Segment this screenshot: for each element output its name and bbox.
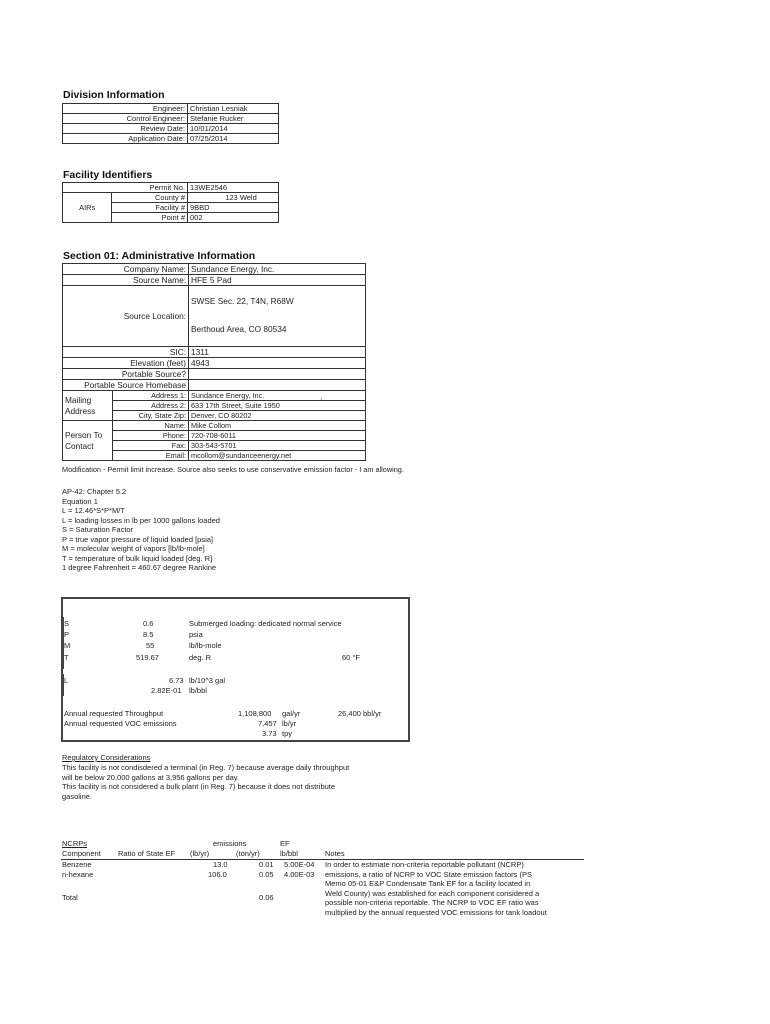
county-label: County # xyxy=(112,193,188,203)
sic-label: SIC: xyxy=(63,347,189,358)
elevation-label: Elevation (feet) xyxy=(63,358,189,369)
facility-number-label: Facility # xyxy=(112,203,188,213)
mark-glyph: ¸ xyxy=(320,391,323,400)
portable-homebase-label: Portable Source Homebase xyxy=(63,380,189,391)
company-label: Company Name: xyxy=(63,264,189,275)
ap42-line: M = molecular weight of vapors [lb/lb-mole] xyxy=(62,544,205,553)
t-label: T xyxy=(64,653,69,662)
notes-line: emissions, a ratio of NCRP to VOC State emission factors (PS xyxy=(325,869,533,879)
division-row xyxy=(63,104,279,114)
col-tonyr: (ton/yr) xyxy=(236,849,260,858)
portable-source-value xyxy=(189,369,366,380)
col-notes: Notes xyxy=(325,849,345,858)
row-component: Total xyxy=(62,893,78,902)
source-name-value: HFE 5 Pad xyxy=(189,275,366,286)
throughput-bbl: 26,400 xyxy=(338,709,361,718)
ap42-line: Equation 1 xyxy=(62,496,98,506)
row-component: Benzene xyxy=(62,860,92,869)
notes-line: Memo 05-01 E&P Condensate Tank EF for a facility located in xyxy=(325,879,531,888)
facility-heading: Facility Identifiers xyxy=(63,169,153,181)
facility-number-value: 9BBD xyxy=(188,203,279,213)
throughput-label: Annual requested Throughput xyxy=(64,709,164,718)
division-heading: Division Information xyxy=(63,89,165,101)
row-tonyr: 0.01 xyxy=(259,860,274,869)
address2-label: Address 2: xyxy=(112,401,188,411)
throughput-value: 1,108,800 xyxy=(238,709,272,718)
ap42-line: L = loading losses in lb per 1000 gallons loaded xyxy=(62,515,220,525)
ap42-line: S = Saturation Factor xyxy=(62,525,134,534)
engineer-label: Engineer: xyxy=(63,104,188,114)
notes-line: Weld County) was established for each component considered a xyxy=(325,888,540,898)
phone-label: Phone: xyxy=(112,431,188,441)
row-tonyr: 0.06 xyxy=(259,893,274,902)
email-label: Email: xyxy=(112,451,188,461)
regulatory-line: This facility is not considered a bulk plant (in Reg. 7) because it does not distribute xyxy=(62,782,336,791)
division-row xyxy=(63,134,279,144)
notes-line: multiplied by the annual requested VOC emissions for tank loadout xyxy=(325,907,547,917)
address2-value: 633 17th Street, Suite 1950 xyxy=(189,401,366,411)
application-date-label: Application Date: xyxy=(63,134,188,144)
source-location-line1: SWSE Sec. 22, T4N, R68W xyxy=(191,296,294,306)
col-lbyr: (lb/yr) xyxy=(190,849,210,858)
sic-value: 1311 xyxy=(189,347,366,358)
ap42-block xyxy=(62,487,220,573)
control-engineer-value: Stefanie Rucker xyxy=(188,114,279,124)
city-state-zip-label: City, State Zip: xyxy=(112,411,188,421)
ap42-line: T = temperature of bulk liquid loaded [deg. R] xyxy=(62,553,213,563)
row-lbyr: 13.0 xyxy=(213,860,228,869)
address1-label: Address 1: xyxy=(112,391,188,401)
fax-label: Fax: xyxy=(112,441,188,451)
fax-value: 303-543-5701 xyxy=(189,441,366,451)
p-unit: psia xyxy=(189,630,203,639)
application-date-value: 07/25/2014 xyxy=(188,134,279,144)
col-component: Component xyxy=(62,849,101,858)
facility-table xyxy=(62,182,279,223)
ap42-line: L = 12.46*S*P*M/T xyxy=(62,506,125,515)
point-value: 002 xyxy=(188,213,279,223)
col-ratio: Ratio of State EF xyxy=(118,849,176,858)
county-value: 123 Weld xyxy=(188,193,279,203)
ef-header: EF xyxy=(280,839,290,848)
t-fahrenheit: 60 °F xyxy=(342,653,361,662)
division-row xyxy=(63,114,279,124)
m-label: M xyxy=(64,641,71,650)
emissions-header: emissions xyxy=(213,839,247,848)
regulatory-block xyxy=(62,763,349,801)
voc-value1: 7,457 xyxy=(258,719,277,728)
ncrps-notes xyxy=(325,860,547,917)
regulatory-line: This facility is not condisdered a terminal (in Reg. 7) because average daily throughput xyxy=(62,763,350,772)
airs-label: AIRs xyxy=(63,193,112,223)
control-engineer-label: Control Engineer: xyxy=(63,114,188,124)
company-value: Sundance Energy, Inc. xyxy=(189,264,366,275)
notes-line: In order to estimate non-criteria reportable pollutant (NCRP) xyxy=(325,860,524,869)
division-table xyxy=(62,103,279,144)
regulatory-heading: Regulatory Considerations xyxy=(62,753,151,762)
col-ef: lb/bbl xyxy=(280,849,298,858)
s-note: Submerged loading: dedicated normal service xyxy=(189,619,342,628)
elevation-value: 4943 xyxy=(189,358,366,369)
contact-name-label: Name: xyxy=(112,421,188,431)
p-label: P xyxy=(64,630,70,639)
calculation-box xyxy=(61,597,410,742)
notes-line: possible non-criteria reportable. The NCRP to VOC EF ratio was xyxy=(325,898,539,907)
t-value: 519.67 xyxy=(136,653,159,662)
m-value: 55 xyxy=(146,641,155,650)
voc-label: Annual requested VOC emissions xyxy=(64,719,177,728)
l-value1: 6.73 xyxy=(169,676,184,685)
ap42-line: 1 degree Fahrenheit = 460.67 degree Rankine xyxy=(62,563,217,572)
l-label: L xyxy=(64,676,69,685)
mailing-address-label: Mailing Address xyxy=(63,391,113,421)
m-unit: lb/lb-mole xyxy=(189,641,222,650)
row-ef: 4.00E-03 xyxy=(284,870,315,879)
email-value: mcollom@sundanceenergy.net xyxy=(189,451,366,461)
regulatory-line: will be below 20,000 gallons at 3,956 gallons per day. xyxy=(62,772,240,782)
review-date-value: 10/01/2014 xyxy=(188,124,279,134)
s-value: 0.6 xyxy=(143,619,154,628)
address1-value: Sundance Energy, Inc. xyxy=(191,391,265,400)
permit-value: 13WE2546 xyxy=(188,183,279,193)
l-unit2: lb/bbl xyxy=(189,686,207,695)
voc-unit1: lb/yr xyxy=(282,719,297,728)
contact-name-value: Mike Collom xyxy=(189,421,366,431)
throughput-unit: gal/yr xyxy=(282,709,301,718)
point-label: Point # xyxy=(112,213,188,223)
l-value2: 2.82E-01 xyxy=(151,686,182,695)
engineer-value: Christian Lesniak xyxy=(188,104,279,114)
source-name-label: Source Name: xyxy=(63,275,189,286)
portable-source-label: Portable Source? xyxy=(63,369,189,380)
ap42-line: P = true vapor pressure of liquid loaded [psia] xyxy=(62,534,213,544)
ncrps-heading: NCRPs xyxy=(62,839,88,848)
permit-label: Permit No. xyxy=(63,183,188,193)
l-unit1: lb/10^3 gal xyxy=(189,676,226,685)
s-label: S xyxy=(64,619,70,628)
regulatory-line: gasoline. xyxy=(62,791,93,801)
row-component: n-hexane xyxy=(62,870,94,879)
voc-value2: 3.73 xyxy=(262,729,277,738)
modification-note: Modification - Permit limit increase. Source also seeks to use conservative emission factor - I am allowing. xyxy=(62,465,404,474)
row-lbyr: 106.0 xyxy=(208,870,227,879)
t-unit: deg. R xyxy=(189,653,212,662)
portable-homebase-value xyxy=(189,380,366,391)
admin-table xyxy=(62,263,366,461)
voc-unit2: tpy xyxy=(282,729,293,738)
source-location-label: Source Location: xyxy=(63,286,189,347)
p-value: 8.5 xyxy=(143,630,154,639)
phone-value: 720-708-6011 xyxy=(189,431,366,441)
source-location-line2: Berthoud Area, CO 80534 xyxy=(191,324,287,334)
row-tonyr: 0.05 xyxy=(259,870,274,879)
throughput-bbl-unit: bbl/yr xyxy=(363,709,382,718)
review-date-label: Review Date: xyxy=(63,124,188,134)
row-ef: 5.00E-04 xyxy=(284,860,315,869)
ap42-line: AP-42: Chapter 5.2 xyxy=(62,487,127,496)
section01-heading: Section 01: Administrative Information xyxy=(63,250,256,262)
person-to-contact-label: Person To Contact xyxy=(63,421,113,461)
city-state-zip-value: Denver, CO 80202 xyxy=(189,411,366,421)
division-row xyxy=(63,124,279,134)
